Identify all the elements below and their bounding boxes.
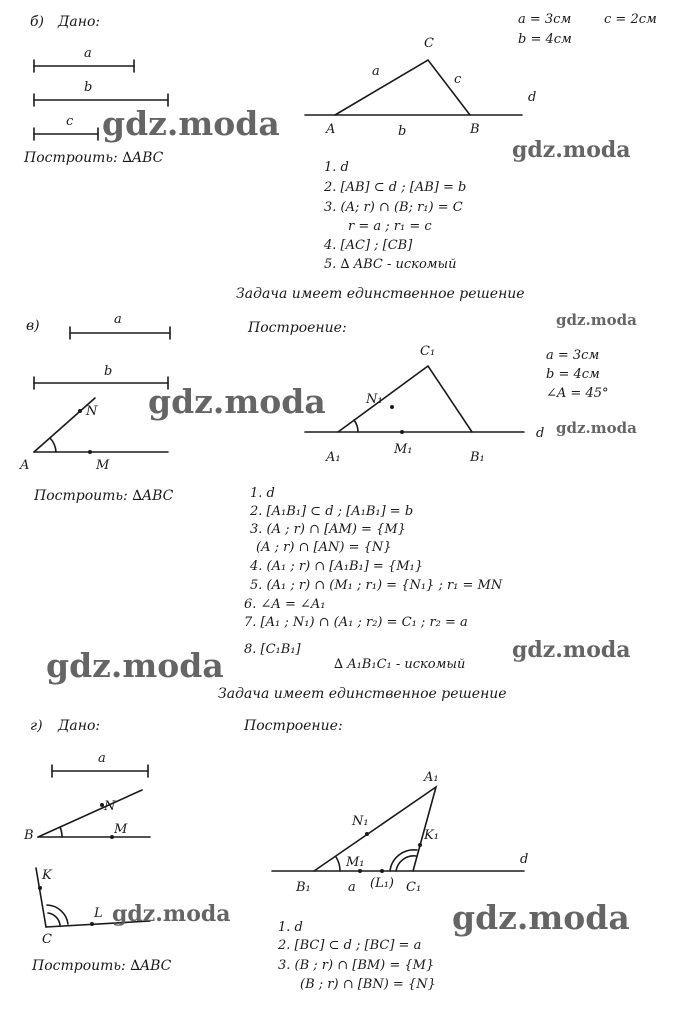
vertex-c1-v: C₁ bbox=[420, 344, 436, 359]
vertex-b-g: B bbox=[24, 828, 34, 843]
part-v-marker: в) bbox=[26, 318, 40, 334]
point-m-v: M bbox=[96, 458, 110, 473]
point-m-g: M bbox=[114, 822, 128, 837]
point-m1-v: M₁ bbox=[394, 442, 413, 457]
step-v-8: 8. [C₁B₁] bbox=[244, 642, 301, 657]
task-b: Построить: ∆ABC bbox=[24, 150, 164, 166]
point-n1-g: N₁ bbox=[352, 814, 369, 829]
part-b-given: Дано: bbox=[58, 14, 101, 30]
point-m1-g: M₁ bbox=[346, 855, 365, 870]
vertex-a1-v: A₁ bbox=[326, 450, 341, 465]
watermark-5: gdz.moda bbox=[556, 419, 637, 437]
line-d-label-g: d bbox=[520, 852, 529, 867]
part-b-marker: б) bbox=[30, 14, 45, 30]
step-b-4: 4. [AC] ; [CB] bbox=[324, 238, 413, 253]
vertex-a-v: A bbox=[20, 458, 30, 473]
step-b-1: 1. d bbox=[324, 160, 349, 175]
vertex-c-g: C bbox=[42, 932, 52, 947]
construction-v: Построение: bbox=[248, 320, 347, 336]
step-v-4: 4. (A₁ ; r) ∩ [A₁B₁] = {M₁} bbox=[250, 559, 424, 574]
task-v: Построить: ∆ABC bbox=[34, 488, 174, 504]
watermark-6: gdz.moda bbox=[46, 646, 224, 685]
step-v-5: 5. (A₁ ; r) ∩ (M₁ ; r₁) = {N₁} ; r₁ = MN bbox=[250, 578, 503, 593]
point-n1-v: N₁ bbox=[366, 392, 383, 407]
step-g-3: 3. (B ; r) ∩ [BM) = {M} bbox=[278, 958, 435, 973]
point-n-g: N bbox=[104, 799, 116, 814]
segment-b-label-b: b bbox=[84, 80, 93, 95]
side-a-b: a bbox=[372, 64, 380, 79]
line-d-label-v: d bbox=[536, 426, 545, 441]
point-k1-g: K₁ bbox=[424, 828, 439, 843]
vertex-c1-g: C₁ bbox=[406, 880, 422, 895]
param-v-a: a = 3см bbox=[546, 348, 600, 363]
watermark-1: gdz.moda bbox=[102, 104, 280, 143]
triangle-a1b1c1-g bbox=[314, 787, 436, 871]
step-v-6: 6. ∠A = ∠A₁ bbox=[244, 597, 326, 612]
point-l1-g: (L₁) bbox=[370, 876, 394, 891]
vertex-b1-g: B₁ bbox=[296, 880, 311, 895]
watermark-3: gdz.moda bbox=[556, 311, 637, 329]
param-b-c: c = 2см bbox=[604, 12, 657, 27]
conclusion-b: Задача имеет единственное решение bbox=[236, 286, 525, 302]
step-v-3b: (A ; r) ∩ [AN) = {N} bbox=[256, 540, 392, 555]
segment-b-label-v: b bbox=[104, 364, 113, 379]
watermark-7: gdz.moda bbox=[512, 637, 631, 663]
segment-a-label-g: a bbox=[98, 751, 106, 766]
point-l-g: L bbox=[94, 906, 103, 921]
vertex-c-b: C bbox=[424, 36, 434, 51]
triangle-a1b1c1 bbox=[338, 366, 472, 432]
step-v-1: 1. d bbox=[250, 486, 275, 501]
watermark-8: gdz.moda bbox=[112, 901, 231, 927]
part-g-marker: г) bbox=[30, 718, 43, 734]
part-g-given: Дано: bbox=[58, 718, 101, 734]
construction-g: Построение: bbox=[244, 718, 343, 734]
step-g-2: 2. [BC] ⊂ d ; [BC] = a bbox=[278, 938, 422, 953]
step-g-1: 1. d bbox=[278, 920, 303, 935]
step-v-3: 3. (A ; r) ∩ [AM) = {M} bbox=[250, 522, 406, 537]
segment-a-label-v: a bbox=[114, 312, 122, 327]
point-k-g: K bbox=[42, 868, 52, 883]
side-b-b: b bbox=[398, 124, 407, 139]
vertex-b1-v: B₁ bbox=[470, 450, 485, 465]
point-n-v: N bbox=[86, 404, 98, 419]
step-g-3b: (B ; r) ∩ [BN) = {N} bbox=[300, 977, 436, 992]
segment-c-label-b: c bbox=[66, 114, 74, 129]
line-d-label-b: d bbox=[528, 90, 537, 105]
vertex-a1-g: A₁ bbox=[424, 770, 439, 785]
step-b-3b: r = a ; r₁ = c bbox=[348, 219, 432, 234]
step-v-2: 2. [A₁B₁] ⊂ d ; [A₁B₁] = b bbox=[250, 504, 414, 519]
param-v-b: b = 4см bbox=[546, 367, 600, 382]
step-v-7: 7. [A₁ ; N₁) ∩ (A₁ ; r₂) = C₁ ; r₂ = a bbox=[244, 615, 468, 630]
watermark-9: gdz.moda bbox=[452, 898, 630, 937]
param-v-angle: ∠A = 45° bbox=[546, 386, 609, 401]
task-g: Построить: ∆ABC bbox=[32, 958, 172, 974]
result-v: ∆ A₁B₁C₁ - искомый bbox=[334, 657, 466, 672]
watermark-4: gdz.moda bbox=[148, 382, 326, 421]
param-b-b: b = 4см bbox=[518, 32, 572, 47]
conclusion-v: Задача имеет единственное решение bbox=[218, 686, 507, 702]
step-b-2: 2. [AB] ⊂ d ; [AB] = b bbox=[324, 180, 467, 195]
step-b-3: 3. (A; r) ∩ (B; r₁) = C bbox=[324, 200, 463, 215]
watermark-2: gdz.moda bbox=[512, 137, 631, 163]
side-c-b: c bbox=[454, 72, 462, 87]
segment-a-label-b: a bbox=[84, 46, 92, 61]
vertex-a-b: A bbox=[326, 122, 336, 137]
vertex-b-b: B bbox=[470, 122, 480, 137]
triangle-abc bbox=[335, 60, 470, 115]
step-b-5: 5. ∆ ABC - искомый bbox=[324, 257, 457, 272]
side-a-g: a bbox=[348, 880, 356, 895]
param-b-a: a = 3см bbox=[518, 12, 572, 27]
